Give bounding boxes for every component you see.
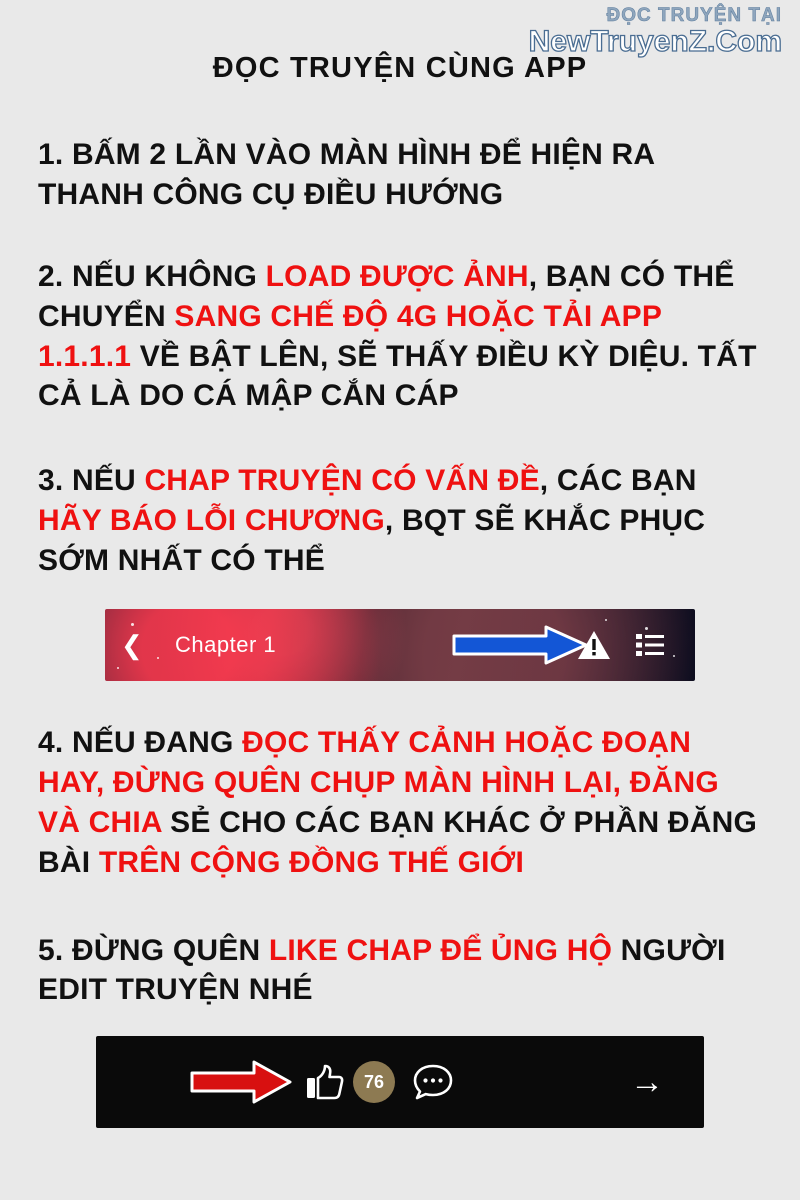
highlighted-text: LIKE CHAP ĐỂ ỦNG HỘ — [268, 933, 613, 967]
highlighted-text: LOAD ĐƯỢC ẢNH — [265, 259, 529, 293]
page-title: ĐỌC TRUYỆN CÙNG APP — [212, 52, 588, 84]
watermark-line-1: ĐỌC TRUYỆN TẠI — [606, 5, 782, 26]
arrow-right-icon[interactable]: → — [630, 1063, 664, 1102]
sparkle-dot — [645, 627, 648, 630]
plain-text: 1. BẤM 2 LẦN VÀO MÀN HÌNH ĐỂ HIỆN RA THANH CÔNG CỤ ĐIỀU HƯỚNG — [38, 138, 655, 211]
plain-text: 3. NẾU — [38, 464, 145, 498]
sparkle-dot — [117, 667, 119, 669]
thumbs-up-icon[interactable] — [304, 1062, 344, 1102]
sparkle-dot — [157, 657, 159, 659]
sparkle-dot — [605, 619, 607, 621]
chapter-label[interactable]: Chapter 1 — [175, 632, 277, 658]
chevron-left-icon[interactable]: ❮ — [121, 630, 143, 661]
blue-arrow-icon — [450, 624, 590, 666]
like-bar-figure — [96, 1036, 704, 1128]
chapter-navigation-bar-figure — [105, 609, 695, 681]
plain-text: , BQT SẼ KHẮC PHỤC SỚM NHẤT CÓ THỂ — [38, 504, 706, 578]
highlighted-text: ĐỌC THẤY CẢNH HOẶC ĐOẠN HAY, ĐỪNG QUÊN CHỤP MÀN HÌNH LẠI, ĐĂNG VÀ CHIA — [38, 726, 719, 839]
highlighted-text: HÃY BÁO LỖI CHƯƠNG — [38, 504, 385, 538]
list-icon[interactable] — [635, 632, 665, 658]
plain-text: 4. NẾU ĐANG — [38, 726, 243, 760]
comment-bubble-icon[interactable] — [412, 1063, 454, 1101]
plain-text: NGƯỜI EDIT TRUYỆN NHÉ — [38, 933, 726, 1007]
watermark-line-2: NewTruyenZ.Com — [528, 25, 782, 58]
plain-text: VỀ BẬT LÊN, SẼ THẤY ĐIỀU KỲ DIỆU. TẤT CẢ LÀ DO CÁ MẬP CẮN CÁP — [38, 339, 757, 413]
instruction-item-5 — [38, 931, 762, 1011]
site-watermark — [529, 6, 782, 57]
sparkle-dot — [673, 655, 675, 657]
like-count-badge: 76 — [353, 1061, 395, 1103]
instruction-item-3 — [38, 461, 762, 581]
instruction-item-4 — [38, 723, 762, 883]
highlighted-text: CHAP TRUYỆN CÓ VẤN ĐỀ — [144, 464, 540, 498]
highlighted-text: SANG CHẾ ĐỘ 4G HOẶC TẢI APP 1.1.1.1 — [38, 299, 662, 373]
plain-text: SẺ CHO CÁC BẠN KHÁC Ở PHẦN ĐĂNG BÀI — [38, 805, 757, 879]
highlighted-text: TRÊN CỘNG ĐỒNG THẾ GIỚI — [98, 845, 525, 879]
warning-triangle-icon[interactable] — [577, 629, 611, 661]
plain-text: 5. ĐỪNG QUÊN — [38, 933, 269, 967]
instruction-item-2 — [38, 257, 762, 417]
plain-text: 2. NẾU KHÔNG — [38, 259, 266, 293]
instruction-item-1 — [38, 135, 762, 215]
plain-text: , CÁC BẠN — [539, 464, 697, 498]
sparkle-dot — [131, 623, 134, 626]
instruction-list — [0, 135, 800, 1010]
red-arrow-icon — [188, 1057, 294, 1107]
plain-text: , BẠN CÓ THỂ CHUYỂN — [38, 259, 735, 333]
